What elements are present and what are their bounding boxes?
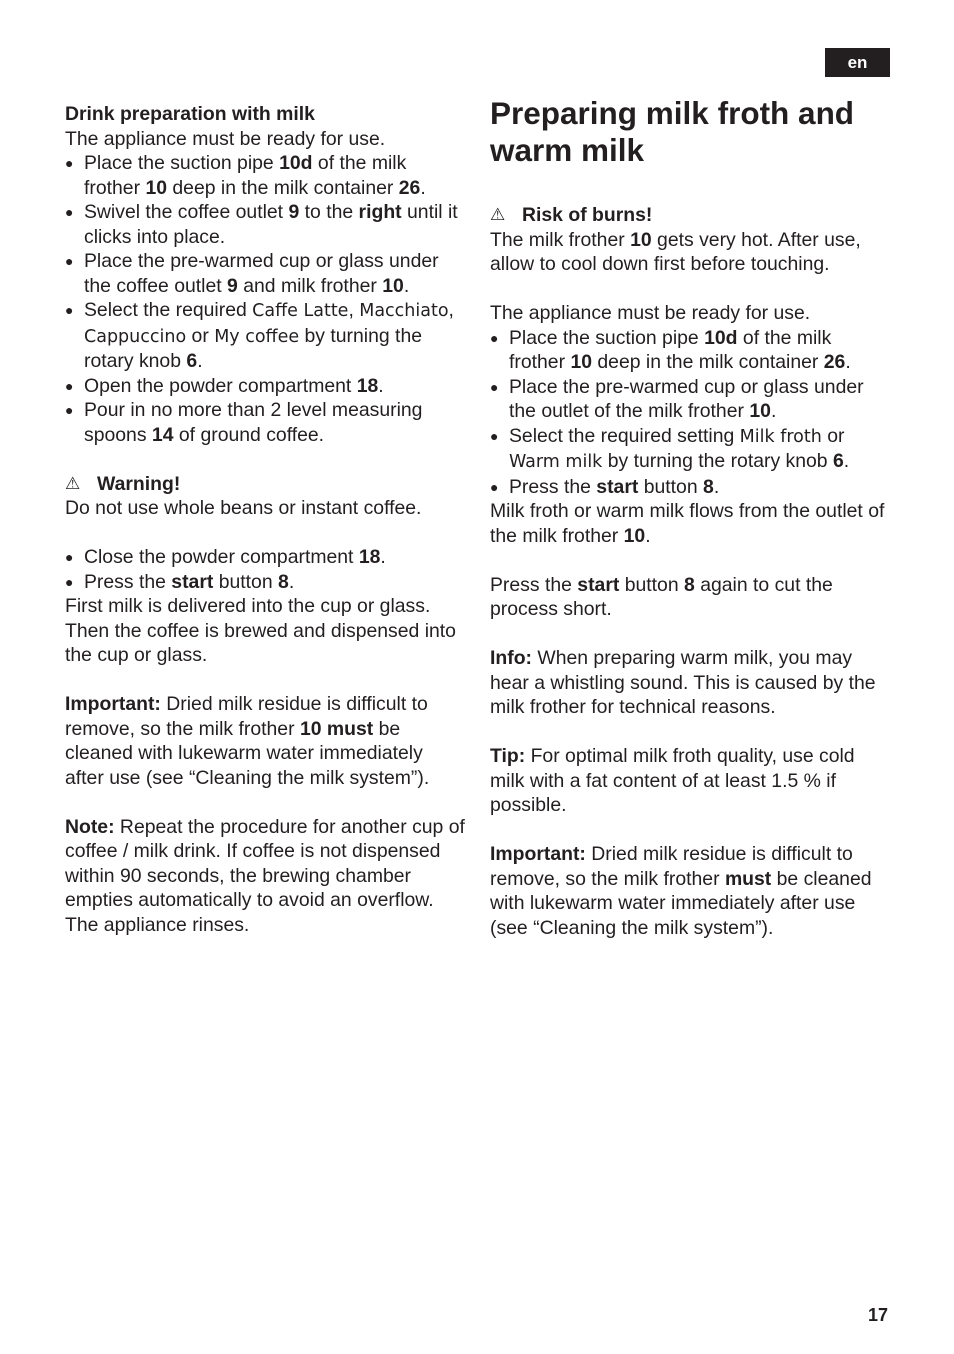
bullet-icon: ● — [490, 478, 499, 495]
list-item: ● Pour in no more than 2 level measuring spoons 14 of ground coffee. — [65, 399, 423, 446]
warning-icon: ⚠ — [65, 473, 81, 493]
page-title: Preparing milk froth and warm milk — [490, 95, 855, 168]
list-item: ● Press the start button 8. — [65, 570, 295, 593]
warning-text: The milk frother 10 gets very hot. After use, allow to cool down first before touching. — [490, 228, 861, 275]
tip-paragraph: Tip: For optimal milk froth quality, use cold milk with a fat content of at least 1.5 % if possible. — [490, 745, 855, 816]
right-column — [490, 95, 890, 940]
bullet-icon: ● — [65, 253, 74, 269]
bullet-icon: ● — [490, 378, 499, 395]
bullet-icon: ● — [65, 573, 74, 590]
language-tab: en — [825, 48, 890, 77]
list-item: ● Press the start button 8. — [490, 475, 720, 498]
important-paragraph: Important: Dried milk residue is difficult to remove, so the milk frother must be cleaned with lukewarm water immediately after use (see “Cleaning the milk system”). — [490, 843, 872, 939]
page-number: 17 — [867, 1305, 888, 1325]
list-item: ● Select the required setting Milk froth or Warm milk by turning the rotary knob 6. — [490, 424, 890, 475]
list-item: ● Place the pre-warmed cup or glass under the coffee outlet 9 and milk frother 10. — [65, 250, 439, 297]
warning-heading: ⚠ Risk of burns! — [490, 204, 653, 226]
bullet-icon: ● — [65, 155, 74, 171]
paragraph: Press the start button 8 again to cut the process short. — [490, 573, 833, 620]
display-text: Caffe Latte — [252, 301, 349, 321]
important-paragraph: Important: Dried milk residue is difficult to remove, so the milk frother 10 must be cleaned with lukewarm water immediately after use (see “Cleaning the milk system”). — [65, 693, 430, 789]
list-item: ● Open the powder compartment 18. — [65, 374, 384, 397]
intro-text: The appliance must be ready for use. — [65, 127, 386, 150]
note-paragraph: Note: Repeat the procedure for another cup of coffee / milk drink. If coffee is not dispensed within 90 seconds, the brewing chamber empties automatically to avoid an overflow. The appliance rinses. — [65, 815, 465, 936]
intro-text: The appliance must be ready for use. — [490, 302, 811, 324]
info-paragraph: Info: When preparing warm milk, you may hear a whistling sound. This is caused by the milk frother for technical reasons. — [490, 647, 876, 718]
paragraph: First milk is delivered into the cup or glass. Then the coffee is brewed and dispensed into the cup or glass. — [65, 595, 456, 666]
list-item: ● Close the powder compartment 18. — [65, 546, 386, 568]
bullet-icon: ● — [65, 402, 74, 418]
bullet-icon: ● — [65, 204, 74, 220]
warning-text: Do not use whole beans or instant coffee. — [65, 497, 422, 519]
bullet-icon: ● — [490, 329, 499, 346]
bullet-icon: ● — [65, 377, 74, 394]
bullet-icon: ● — [65, 302, 74, 318]
left-column — [65, 102, 465, 937]
display-text: Milk froth — [739, 426, 822, 447]
list-item: ● Select the required Caffe Latte, Macchiato, Cappuccino or My coffee by turning the rotary knob 6. — [65, 299, 454, 372]
paragraph: Milk froth or warm milk flows from the outlet of the milk frother 10. — [490, 500, 885, 547]
display-text: Cappuccino — [84, 326, 187, 347]
warning-icon: ⚠ — [490, 205, 506, 224]
display-text: Macchiato — [359, 301, 449, 321]
display-text: Warm milk — [509, 452, 603, 472]
list-item: ● Swivel the coffee outlet 9 to the right until it clicks into place. — [65, 201, 458, 248]
display-text: My coffee — [214, 326, 300, 347]
list-item: ● Place the suction pipe 10d of the milk frother 10 deep in the milk container 26. — [490, 326, 851, 373]
warning-heading: ⚠ Warning! — [65, 472, 181, 495]
section-heading: Drink preparation with milk — [65, 103, 315, 125]
list-item: ● Place the pre-warmed cup or glass under the outlet of the milk frother 10. — [490, 375, 864, 422]
bullet-icon: ● — [65, 549, 74, 565]
list-item: ● Place the suction pipe 10d of the milk frother 10 deep in the milk container 26. — [65, 152, 426, 199]
bullet-icon: ● — [490, 427, 499, 444]
